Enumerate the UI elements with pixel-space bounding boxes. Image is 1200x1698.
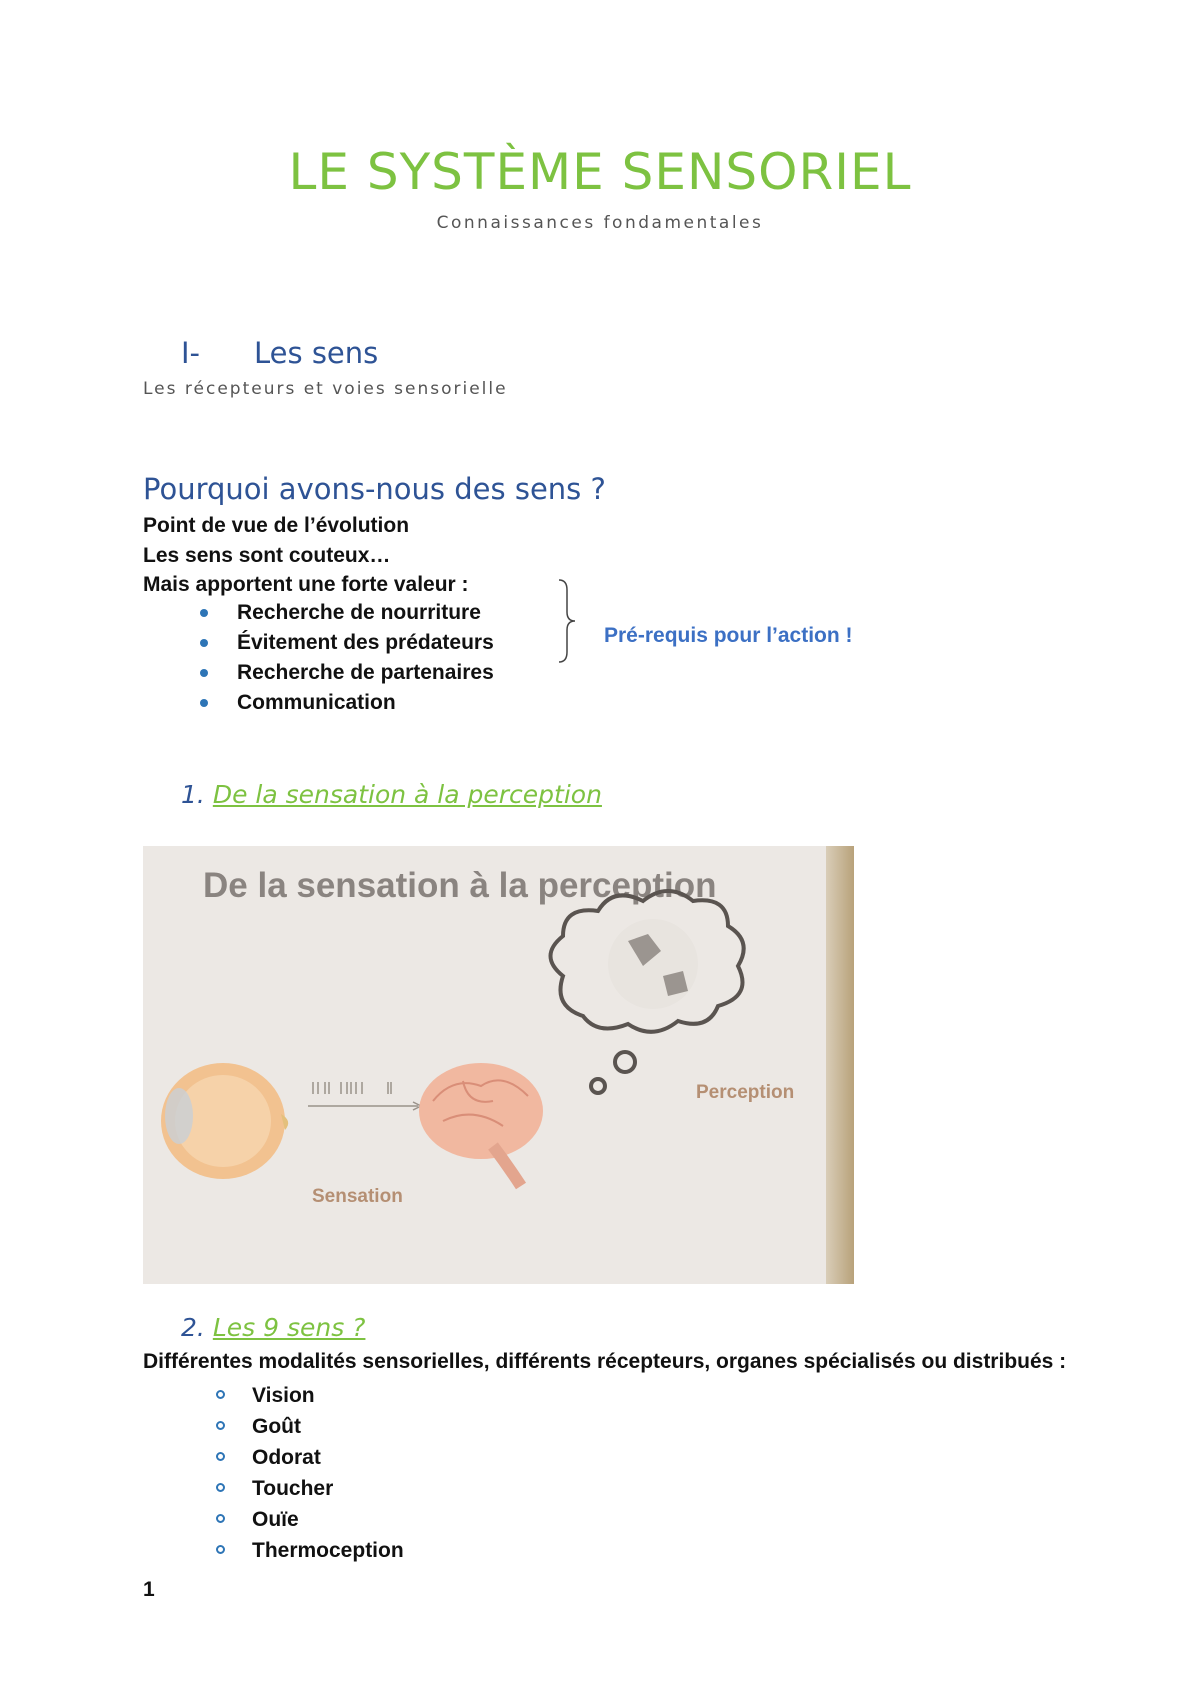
slide-illustration bbox=[143, 846, 854, 1284]
slide-photo bbox=[143, 846, 854, 1284]
question-heading: Pourquoi avons-nous des sens ? bbox=[143, 472, 606, 506]
section-heading bbox=[181, 336, 378, 370]
subsection-title-link: Les 9 sens ? bbox=[212, 1313, 366, 1342]
list-item: Vision bbox=[216, 1380, 404, 1411]
subsection-heading-1 bbox=[181, 780, 602, 809]
section-title: Les sens bbox=[254, 336, 379, 370]
circle-bullet-icon bbox=[216, 1514, 225, 1523]
document-title: LE SYSTÈME SENSORIEL bbox=[288, 143, 912, 201]
list-item: Toucher bbox=[216, 1473, 404, 1504]
list-item: Ouïe bbox=[216, 1504, 404, 1535]
list-item: Évitement des prédateurs bbox=[200, 628, 494, 658]
section-subheading: Les récepteurs et voies sensorielle bbox=[143, 379, 508, 399]
list-item: Recherche de nourriture bbox=[200, 598, 494, 628]
subsection-number: 1. bbox=[181, 780, 205, 809]
circle-bullet-icon bbox=[216, 1452, 225, 1461]
subsection-title-link: De la sensation à la perception bbox=[212, 780, 602, 809]
body-line-value: Mais apportent une forte valeur : bbox=[143, 573, 469, 596]
soccer-ball-icon bbox=[608, 919, 698, 1009]
circle-bullet-icon bbox=[216, 1545, 225, 1554]
curly-brace-icon bbox=[557, 578, 577, 664]
bullet-icon bbox=[200, 639, 208, 647]
circle-bullet-icon bbox=[216, 1483, 225, 1492]
bullet-icon bbox=[200, 699, 208, 707]
circle-bullet-icon bbox=[216, 1390, 225, 1399]
subsection-heading-2 bbox=[181, 1313, 365, 1342]
list-item: Odorat bbox=[216, 1442, 404, 1473]
body-line-evolution: Point de vue de l’évolution bbox=[143, 514, 410, 537]
circle-bullet-icon bbox=[216, 1421, 225, 1430]
slide-title: De la sensation à la perception bbox=[203, 866, 717, 905]
section-number: I- bbox=[181, 336, 201, 370]
body-line-cost: Les sens sont couteux… bbox=[143, 544, 391, 567]
page-number: 1 bbox=[143, 1578, 155, 1601]
value-bullet-list bbox=[200, 598, 494, 718]
perception-label: Perception bbox=[696, 1082, 795, 1103]
document-subtitle: Connaissances fondamentales bbox=[436, 213, 764, 233]
list-item: Goût bbox=[216, 1411, 404, 1442]
neural-signal-icon bbox=[308, 1082, 421, 1110]
bullet-icon bbox=[200, 609, 208, 617]
senses-list bbox=[216, 1380, 404, 1566]
bullet-icon bbox=[200, 669, 208, 677]
eye-icon bbox=[161, 1063, 288, 1179]
list-item: Thermoception bbox=[216, 1535, 404, 1566]
brain-icon bbox=[419, 1063, 543, 1186]
subsection-number: 2. bbox=[181, 1313, 205, 1342]
sensation-label: Sensation bbox=[312, 1186, 403, 1207]
list-item: Communication bbox=[200, 688, 494, 718]
list-item: Recherche de partenaires bbox=[200, 658, 494, 688]
prerequisite-note: Pré-requis pour l’action ! bbox=[604, 624, 853, 647]
senses-intro: Différentes modalités sensorielles, différents récepteurs, organes spécialisés ou distribués : bbox=[143, 1350, 1067, 1373]
